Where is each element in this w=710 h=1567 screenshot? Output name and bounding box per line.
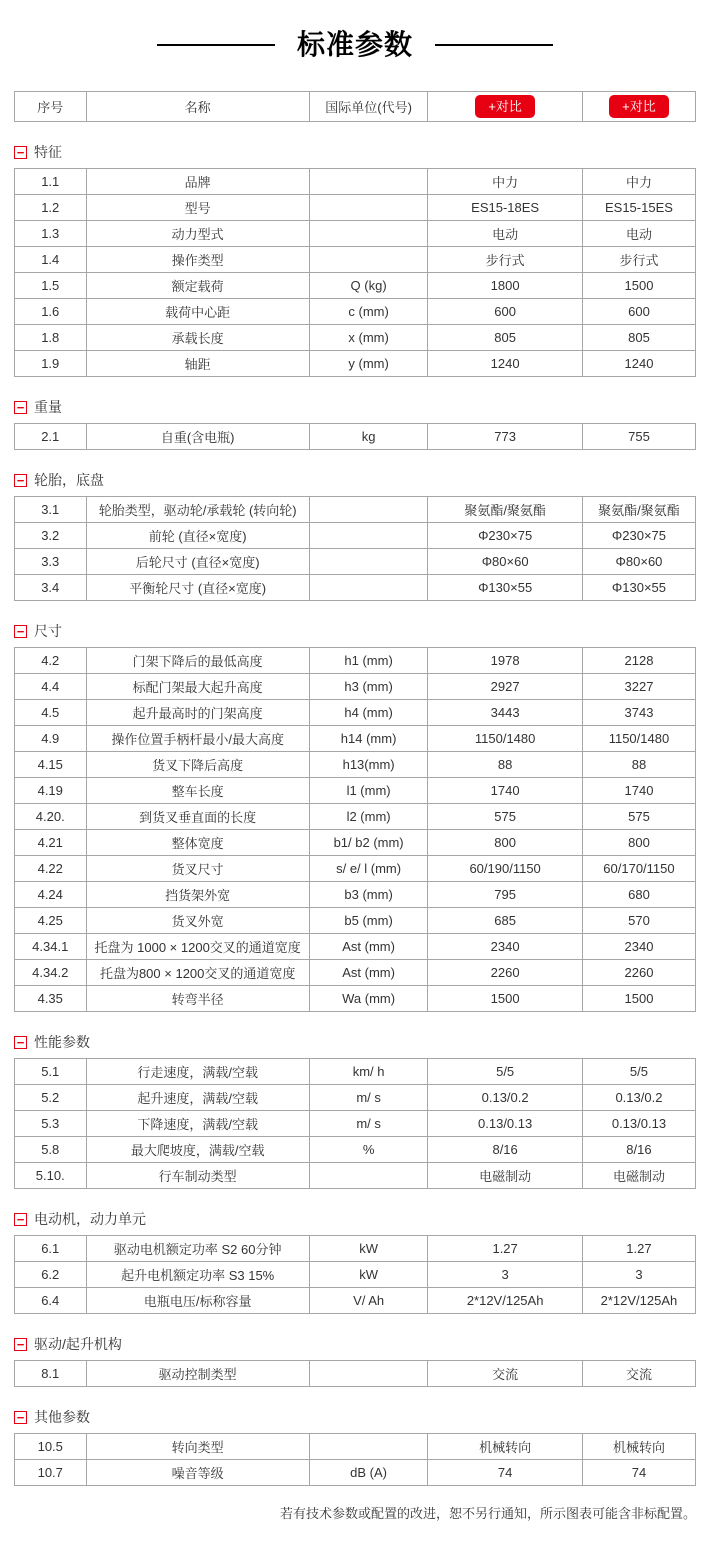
spec-section [14,397,696,450]
table-row [15,1236,696,1262]
row-unit [309,549,427,575]
table-row [15,908,696,934]
row-value-model-2: 88 [582,752,695,778]
row-value-model-1: 3 [428,1262,583,1288]
row-no: 5.1 [15,1059,87,1085]
row-no: 1.8 [15,325,87,351]
row-no: 1.3 [15,221,87,247]
row-value-model-2: 800 [582,830,695,856]
row-unit: % [309,1137,427,1163]
row-name: 起升最高时的门架高度 [86,700,309,726]
row-unit: Ast (mm) [309,934,427,960]
row-value-model-2: 5/5 [582,1059,695,1085]
table-row [15,804,696,830]
section-header [14,142,696,162]
row-name: 行走速度，满载/空载 [86,1059,309,1085]
table-row [15,1085,696,1111]
row-value-model-2: 1500 [582,986,695,1012]
row-value-model-2: 60/170/1150 [582,856,695,882]
collapse-icon[interactable]: − [14,474,27,487]
row-value-model-2: 0.13/0.13 [582,1111,695,1137]
section-table [14,1433,696,1486]
table-row [15,1262,696,1288]
row-value-model-1: 773 [428,424,583,450]
section-title: 尺寸 [34,623,62,639]
row-name: 操作类型 [86,247,309,273]
table-row [15,325,696,351]
table-row [15,700,696,726]
section-header [14,1032,696,1052]
row-no: 4.2 [15,648,87,674]
collapse-icon[interactable]: − [14,146,27,159]
row-no: 4.9 [15,726,87,752]
page-title: 标准参数 [296,29,413,61]
row-no: 1.2 [15,195,87,221]
row-value-model-2: 570 [582,908,695,934]
row-value-model-1: 机械转向 [428,1434,583,1460]
row-name: 下降速度，满载/空载 [86,1111,309,1137]
row-no: 4.34.1 [15,934,87,960]
row-unit [309,169,427,195]
collapse-icon[interactable]: − [14,401,27,414]
row-unit [309,1361,427,1387]
spec-section [14,142,696,377]
row-name: 货叉下降后高度 [86,752,309,778]
spec-section [14,1334,696,1387]
row-no: 3.4 [15,575,87,601]
row-value-model-2: 1.27 [582,1236,695,1262]
row-no: 5.8 [15,1137,87,1163]
row-value-model-2: 机械转向 [582,1434,695,1460]
row-unit: s/ e/ l (mm) [309,856,427,882]
table-row [15,424,696,450]
page-title-block [14,0,696,66]
row-value-model-2: 2128 [582,648,695,674]
row-no: 1.5 [15,273,87,299]
row-unit [309,221,427,247]
row-name: 后轮尺寸 (直径×宽度) [86,549,309,575]
section-table [14,1235,696,1314]
section-title: 特征 [34,144,62,160]
row-name: 载荷中心距 [86,299,309,325]
row-no: 3.3 [15,549,87,575]
row-no: 4.25 [15,908,87,934]
row-unit: b3 (mm) [309,882,427,908]
row-no: 5.2 [15,1085,87,1111]
row-value-model-1: 8/16 [428,1137,583,1163]
row-unit: km/ h [309,1059,427,1085]
row-value-model-1: 805 [428,325,583,351]
section-header [14,470,696,490]
section-title: 重量 [34,399,62,415]
row-name: 额定载荷 [86,273,309,299]
row-value-model-1: 800 [428,830,583,856]
row-value-model-2: 1150/1480 [582,726,695,752]
row-value-model-2: 电动 [582,221,695,247]
sections [14,142,696,1486]
row-name: 门架下降后的最低高度 [86,648,309,674]
row-unit: b5 (mm) [309,908,427,934]
row-no: 3.2 [15,523,87,549]
row-value-model-1: 5/5 [428,1059,583,1085]
table-row [15,299,696,325]
row-value-model-2: 1240 [582,351,695,377]
section-table [14,1058,696,1189]
row-value-model-2: 电磁制动 [582,1163,695,1189]
row-no: 1.9 [15,351,87,377]
row-value-model-1: 60/190/1150 [428,856,583,882]
row-unit: kg [309,424,427,450]
table-row [15,752,696,778]
row-name: 货叉尺寸 [86,856,309,882]
row-name: 品牌 [86,169,309,195]
row-name: 挡货架外宽 [86,882,309,908]
table-row [15,1137,696,1163]
row-value-model-1: Φ130×55 [428,575,583,601]
row-value-model-1: 74 [428,1460,583,1486]
row-value-model-2: 755 [582,424,695,450]
row-value-model-1: 步行式 [428,247,583,273]
row-value-model-1: 795 [428,882,583,908]
row-value-model-2: 680 [582,882,695,908]
table-row [15,575,696,601]
section-header [14,1334,696,1354]
row-name: 起升速度，满载/空载 [86,1085,309,1111]
header-col-model-1 [428,92,583,122]
row-unit: Ast (mm) [309,960,427,986]
section-title: 驱动/起升机构 [34,1336,122,1352]
row-value-model-1: 2340 [428,934,583,960]
row-value-model-2: 74 [582,1460,695,1486]
table-row [15,856,696,882]
collapse-icon[interactable]: − [14,1338,27,1351]
row-value-model-1: 1740 [428,778,583,804]
table-row [15,674,696,700]
row-unit: h13(mm) [309,752,427,778]
table-row [15,273,696,299]
title-decor-line-right [435,44,553,46]
spec-section [14,1209,696,1314]
row-name: 驱动控制类型 [86,1361,309,1387]
row-value-model-2: 3227 [582,674,695,700]
section-title: 轮胎，底盘 [34,472,104,488]
row-value-model-2: 1500 [582,273,695,299]
spec-section [14,1407,696,1486]
table-row [15,1361,696,1387]
table-row [15,830,696,856]
table-row [15,726,696,752]
table-row [15,986,696,1012]
row-value-model-1: Φ80×60 [428,549,583,575]
row-no: 8.1 [15,1361,87,1387]
row-value-model-2: 3 [582,1262,695,1288]
row-value-model-1: 600 [428,299,583,325]
row-unit: kW [309,1236,427,1262]
row-name: 货叉外宽 [86,908,309,934]
table-row [15,1163,696,1189]
row-value-model-1: 1.27 [428,1236,583,1262]
row-no: 4.5 [15,700,87,726]
table-row [15,351,696,377]
row-value-model-2: Φ130×55 [582,575,695,601]
row-name: 前轮 (直径×宽度) [86,523,309,549]
spec-section [14,1032,696,1189]
row-name: 行车制动类型 [86,1163,309,1189]
row-name: 最大爬坡度，满载/空载 [86,1137,309,1163]
row-value-model-2: 步行式 [582,247,695,273]
row-value-model-1: 0.13/0.13 [428,1111,583,1137]
row-unit: m/ s [309,1085,427,1111]
row-value-model-1: 3443 [428,700,583,726]
row-unit: l1 (mm) [309,778,427,804]
table-row [15,523,696,549]
row-value-model-1: 2927 [428,674,583,700]
row-unit: m/ s [309,1111,427,1137]
row-no: 10.7 [15,1460,87,1486]
row-name: 到货叉垂直面的长度 [86,804,309,830]
row-no: 4.21 [15,830,87,856]
row-name: 噪音等级 [86,1460,309,1486]
row-value-model-1: 1800 [428,273,583,299]
row-no: 1.1 [15,169,87,195]
section-table [14,496,696,601]
row-value-model-2: 805 [582,325,695,351]
title-decor-line-left [157,44,275,46]
row-name: 轮胎类型，驱动轮/承载轮 (转向轮) [86,497,309,523]
row-value-model-2: 中力 [582,169,695,195]
row-name: 转向类型 [86,1434,309,1460]
table-row [15,1059,696,1085]
row-value-model-2: 600 [582,299,695,325]
row-value-model-1: 1150/1480 [428,726,583,752]
row-unit: b1/ b2 (mm) [309,830,427,856]
row-value-model-2: ES15-15ES [582,195,695,221]
row-no: 4.34.2 [15,960,87,986]
row-name: 轴距 [86,351,309,377]
row-unit: V/ Ah [309,1288,427,1314]
header-row [15,92,696,122]
row-name: 驱动电机额定功率 S2 60分钟 [86,1236,309,1262]
section-title: 性能参数 [34,1034,90,1050]
row-value-model-2: Φ80×60 [582,549,695,575]
collapse-icon[interactable]: − [14,625,27,638]
header-col-no: 序号 [15,92,87,122]
spec-header-table [14,91,696,122]
row-no: 3.1 [15,497,87,523]
row-value-model-1: 575 [428,804,583,830]
row-name: 整车长度 [86,778,309,804]
row-unit: l2 (mm) [309,804,427,830]
row-unit: kW [309,1262,427,1288]
row-value-model-2: 2260 [582,960,695,986]
header-col-model-2 [582,92,695,122]
table-row [15,169,696,195]
row-value-model-2: 2*12V/125Ah [582,1288,695,1314]
row-value-model-1: 2260 [428,960,583,986]
row-unit: dB (A) [309,1460,427,1486]
row-no: 5.3 [15,1111,87,1137]
row-value-model-1: 1978 [428,648,583,674]
row-value-model-1: 685 [428,908,583,934]
row-name: 动力型式 [86,221,309,247]
row-value-model-2: 3743 [582,700,695,726]
row-no: 1.4 [15,247,87,273]
row-name: 型号 [86,195,309,221]
row-no: 4.15 [15,752,87,778]
collapse-icon[interactable]: − [14,1411,27,1424]
row-unit: h14 (mm) [309,726,427,752]
row-no: 4.22 [15,856,87,882]
row-name: 自重(含电瓶) [86,424,309,450]
row-value-model-1: 聚氨酯/聚氨酯 [428,497,583,523]
row-value-model-2: 聚氨酯/聚氨酯 [582,497,695,523]
row-value-model-1: 1500 [428,986,583,1012]
row-value-model-1: 0.13/0.2 [428,1085,583,1111]
footer-note: 若有技术参数或配置的改进，恕不另行通知，所示图表可能含非标配置。 [279,1506,696,1521]
row-unit: Q (kg) [309,273,427,299]
header-col-unit: 国际单位(代号) [309,92,427,122]
compare-button-1[interactable]: +对比 [475,95,535,118]
table-row [15,1460,696,1486]
section-header [14,1209,696,1229]
row-value-model-2: Φ230×75 [582,523,695,549]
row-value-model-1: 88 [428,752,583,778]
collapse-icon[interactable]: − [14,1213,27,1226]
row-no: 1.6 [15,299,87,325]
row-value-model-1: Φ230×75 [428,523,583,549]
row-value-model-1: 交流 [428,1361,583,1387]
row-name: 平衡轮尺寸 (直径×宽度) [86,575,309,601]
section-header [14,1407,696,1427]
section-header [14,397,696,417]
table-row [15,247,696,273]
row-value-model-1: 中力 [428,169,583,195]
row-unit [309,497,427,523]
row-value-model-1: 1240 [428,351,583,377]
row-unit [309,523,427,549]
spec-section [14,621,696,1012]
row-value-model-1: 电磁制动 [428,1163,583,1189]
row-no: 6.4 [15,1288,87,1314]
row-name: 标配门架最大起升高度 [86,674,309,700]
section-header [14,621,696,641]
row-unit [309,575,427,601]
table-row [15,1288,696,1314]
row-no: 4.35 [15,986,87,1012]
row-unit: h3 (mm) [309,674,427,700]
row-value-model-2: 8/16 [582,1137,695,1163]
table-row [15,960,696,986]
spec-section [14,470,696,601]
table-row [15,882,696,908]
table-row [15,648,696,674]
row-no: 2.1 [15,424,87,450]
section-table [14,647,696,1012]
row-no: 10.5 [15,1434,87,1460]
row-no: 6.1 [15,1236,87,1262]
compare-button-2[interactable]: +对比 [609,95,669,118]
table-row [15,1111,696,1137]
row-name: 整体宽度 [86,830,309,856]
row-name: 转弯半径 [86,986,309,1012]
row-no: 4.4 [15,674,87,700]
row-value-model-2: 1740 [582,778,695,804]
section-title: 其他参数 [34,1409,90,1425]
row-unit: h1 (mm) [309,648,427,674]
section-table [14,423,696,450]
section-table [14,1360,696,1387]
row-unit: c (mm) [309,299,427,325]
row-value-model-2: 2340 [582,934,695,960]
row-unit [309,195,427,221]
row-no: 5.10. [15,1163,87,1189]
row-unit: x (mm) [309,325,427,351]
table-row [15,497,696,523]
header-col-name: 名称 [86,92,309,122]
row-name: 操作位置手柄杆最小/最大高度 [86,726,309,752]
row-value-model-1: 2*12V/125Ah [428,1288,583,1314]
row-name: 托盘为800 × 1200交叉的通道宽度 [86,960,309,986]
row-value-model-2: 0.13/0.2 [582,1085,695,1111]
section-title: 电动机，动力单元 [34,1211,146,1227]
table-row [15,1434,696,1460]
table-row [15,195,696,221]
row-no: 4.20. [15,804,87,830]
collapse-icon[interactable]: − [14,1036,27,1049]
row-value-model-1: ES15-18ES [428,195,583,221]
row-unit [309,247,427,273]
table-row [15,778,696,804]
row-unit: Wa (mm) [309,986,427,1012]
row-name: 电瓶电压/标称容量 [86,1288,309,1314]
row-unit [309,1434,427,1460]
row-value-model-2: 575 [582,804,695,830]
section-table [14,168,696,377]
row-unit: h4 (mm) [309,700,427,726]
table-row [15,221,696,247]
row-unit [309,1163,427,1189]
row-no: 4.24 [15,882,87,908]
row-name: 承载长度 [86,325,309,351]
row-value-model-1: 电动 [428,221,583,247]
row-name: 起升电机额定功率 S3 15% [86,1262,309,1288]
row-unit: y (mm) [309,351,427,377]
row-no: 6.2 [15,1262,87,1288]
row-value-model-2: 交流 [582,1361,695,1387]
row-no: 4.19 [15,778,87,804]
table-row [15,549,696,575]
table-row [15,934,696,960]
row-name: 托盘为 1000 × 1200交叉的通道宽度 [86,934,309,960]
